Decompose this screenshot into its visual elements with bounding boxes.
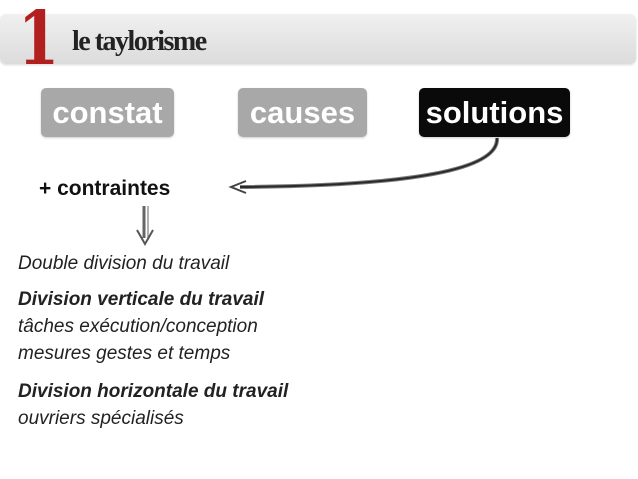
heading-division-verticale: Division verticale du travail bbox=[18, 289, 265, 310]
line-mesures: mesures gestes et temps bbox=[18, 343, 231, 364]
slide-number: 1 bbox=[18, 0, 60, 82]
slide-title: le taylorisme bbox=[72, 26, 206, 57]
curved-arrow-to-constraints bbox=[240, 138, 497, 187]
tab-constat[interactable]: constat bbox=[41, 88, 174, 137]
line-ouvriers: ouvriers spécialisés bbox=[18, 408, 184, 429]
line-double-division: Double division du travail bbox=[18, 253, 230, 274]
tab-causes[interactable]: causes bbox=[238, 88, 367, 137]
line-taches: tâches exécution/conception bbox=[18, 316, 258, 337]
constraints-label: + contraintes bbox=[39, 177, 171, 200]
heading-division-horizontale: Division horizontale du travail bbox=[18, 381, 289, 402]
tab-solutions[interactable]: solutions bbox=[419, 88, 570, 137]
